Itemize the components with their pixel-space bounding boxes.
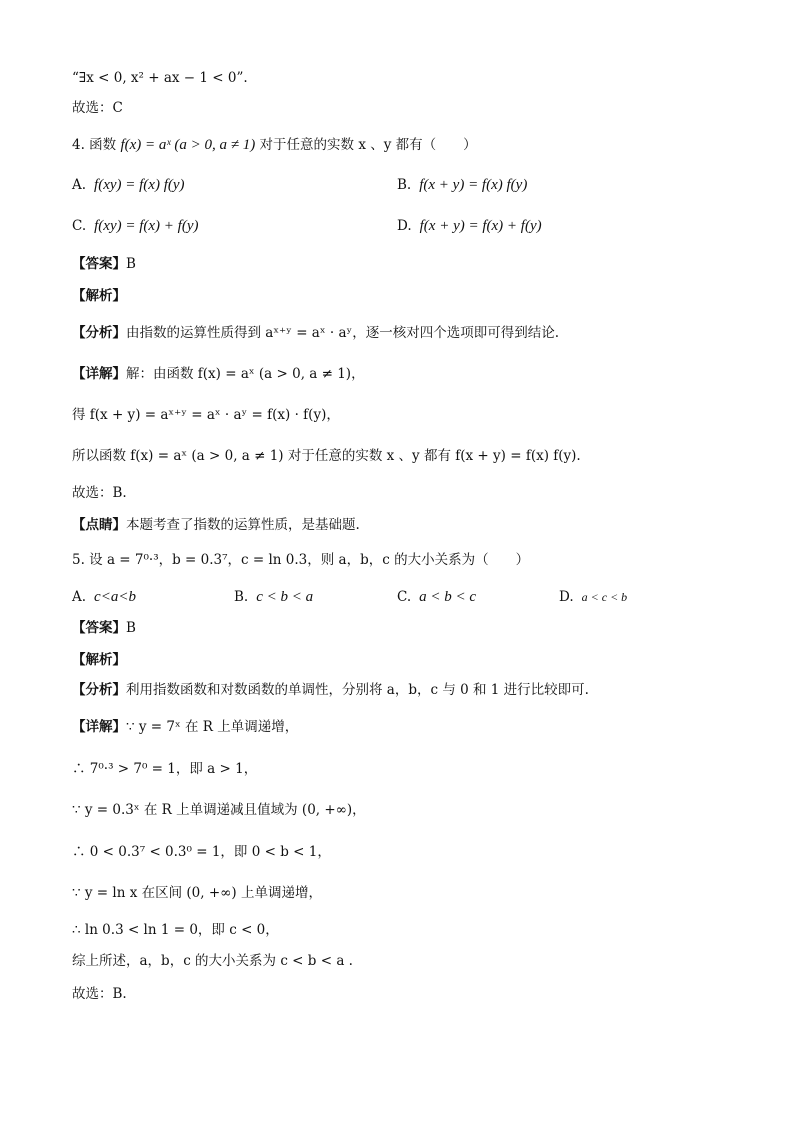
option-expr: f(xy) = f(x) + f(y) xyxy=(94,218,199,234)
q4-detail-line-2 xyxy=(72,405,340,425)
q4-detail xyxy=(72,364,365,384)
q4-answer xyxy=(72,254,136,274)
q5-option-d xyxy=(559,587,627,607)
prev-answer-tail xyxy=(72,68,248,88)
q5-detail xyxy=(72,717,298,737)
answer-value: B xyxy=(126,620,136,636)
answer-value: B xyxy=(126,256,136,272)
analysis-tag: 【解析】 xyxy=(72,288,126,304)
text: 所以函数 f(x) = aˣ (a > 0, a ≠ 1) 对于任意的实数 x 、y 都有 f(x + y) = f(x) f(y). xyxy=(72,448,581,464)
q5-analysis xyxy=(72,680,589,700)
q5-choice xyxy=(72,984,127,1004)
option-label: B. xyxy=(234,589,249,605)
q5-analysis-heading xyxy=(72,650,126,670)
answer-tag: 【答案】 xyxy=(72,620,126,636)
q4-detail-line-3 xyxy=(72,446,581,466)
q4-option-d xyxy=(397,216,542,236)
text: ∴ 7⁰·³ > 7⁰ = 1，即 a > 1， xyxy=(72,761,258,777)
q4-option-c xyxy=(72,216,199,236)
q5-detail-line-2 xyxy=(72,759,257,779)
option-label: A. xyxy=(72,177,87,193)
analysis-tag: 【解析】 xyxy=(72,652,126,668)
q4-choice xyxy=(72,483,127,503)
analysis-text: 利用指数函数和对数函数的单调性，分别将 a，b，c 与 0 和 1 进行比较即可. xyxy=(126,682,589,698)
option-expr: a < b < c xyxy=(419,589,477,605)
comment-text: 本题考查了指数的运算性质，是基础题. xyxy=(126,517,360,533)
option-expr: c < b < a xyxy=(256,589,314,605)
text: ∴ 0 < 0.3⁷ < 0.3⁰ = 1，即 0 < b < 1， xyxy=(72,844,331,860)
q4-analysis-heading xyxy=(72,286,126,306)
q4-comment xyxy=(72,515,360,535)
answer-tag: 【答案】 xyxy=(72,256,126,272)
q4-analysis xyxy=(72,323,559,343)
q4-option-b xyxy=(397,175,527,195)
comment-label: 【点睛】 xyxy=(72,517,126,533)
text: ∵ y = 0.3ˣ 在 R 上单调递减且值域为 (0, +∞)， xyxy=(72,802,366,818)
q5-summary xyxy=(72,951,353,971)
q4-prefix: 4. 函数 xyxy=(72,137,121,153)
text: 5. 设 a = 7⁰·³，b = 0.3⁷，c = ln 0.3，则 a，b，c 的大小关系为（ ） xyxy=(72,552,530,568)
text: 得 f(x + y) = aˣ⁺ʸ = aˣ · aʸ = f(x) · f(y)， xyxy=(72,407,340,423)
option-label: D. xyxy=(559,589,574,605)
detail-text: 解：由函数 f(x) = aˣ (a > 0, a ≠ 1)， xyxy=(126,366,365,382)
q5-detail-line-3 xyxy=(72,800,366,820)
detail-text: ∵ y = 7ˣ 在 R 上单调递增， xyxy=(126,719,299,735)
text: ∴ ln 0.3 < ln 1 = 0，即 c < 0， xyxy=(72,922,279,938)
text: “∃x < 0, x² + ax − 1 < 0”. xyxy=(72,70,248,86)
text: ∵ y = ln x 在区间 (0, +∞) 上单调递增， xyxy=(72,885,322,901)
q5-detail-line-4 xyxy=(72,842,331,862)
q4-option-a xyxy=(72,175,185,195)
detail-label: 【详解】 xyxy=(72,719,126,735)
q4-suffix: 对于任意的实数 x 、y 都有（ ） xyxy=(255,137,477,153)
option-expr: c<a<b xyxy=(94,589,136,605)
q5-answer xyxy=(72,618,136,638)
detail-label: 【详解】 xyxy=(72,366,126,382)
option-label: C. xyxy=(397,589,412,605)
question-4 xyxy=(72,135,477,155)
q5-detail-line-6 xyxy=(72,920,279,940)
analysis-label: 【分析】 xyxy=(72,682,126,698)
q4-function: f(x) = aˣ (a > 0, a ≠ 1) xyxy=(120,137,256,153)
q5-detail-line-5 xyxy=(72,883,322,903)
text: 综上所述，a，b，c 的大小关系为 c < b < a . xyxy=(72,953,353,969)
q5-option-a xyxy=(72,587,136,607)
option-label: A. xyxy=(72,589,87,605)
option-expr: f(xy) = f(x) f(y) xyxy=(94,177,185,193)
prev-choice-line xyxy=(72,98,123,118)
text: 故选：B. xyxy=(72,485,127,501)
option-expr: f(x + y) = f(x) + f(y) xyxy=(419,218,542,234)
text: 故选：C xyxy=(72,100,123,116)
option-expr: f(x + y) = f(x) f(y) xyxy=(419,177,528,193)
text: 故选：B. xyxy=(72,986,127,1002)
q5-option-c xyxy=(397,587,476,607)
option-expr: a < c < b xyxy=(581,590,628,604)
analysis-label: 【分析】 xyxy=(72,325,126,341)
question-5 xyxy=(72,550,529,570)
q5-option-b xyxy=(234,587,313,607)
option-label: B. xyxy=(397,177,412,193)
option-label: D. xyxy=(397,218,412,234)
analysis-text: 由指数的运算性质得到 aˣ⁺ʸ = aˣ · aʸ，逐一核对四个选项即可得到结论. xyxy=(126,325,559,341)
option-label: C. xyxy=(72,218,87,234)
